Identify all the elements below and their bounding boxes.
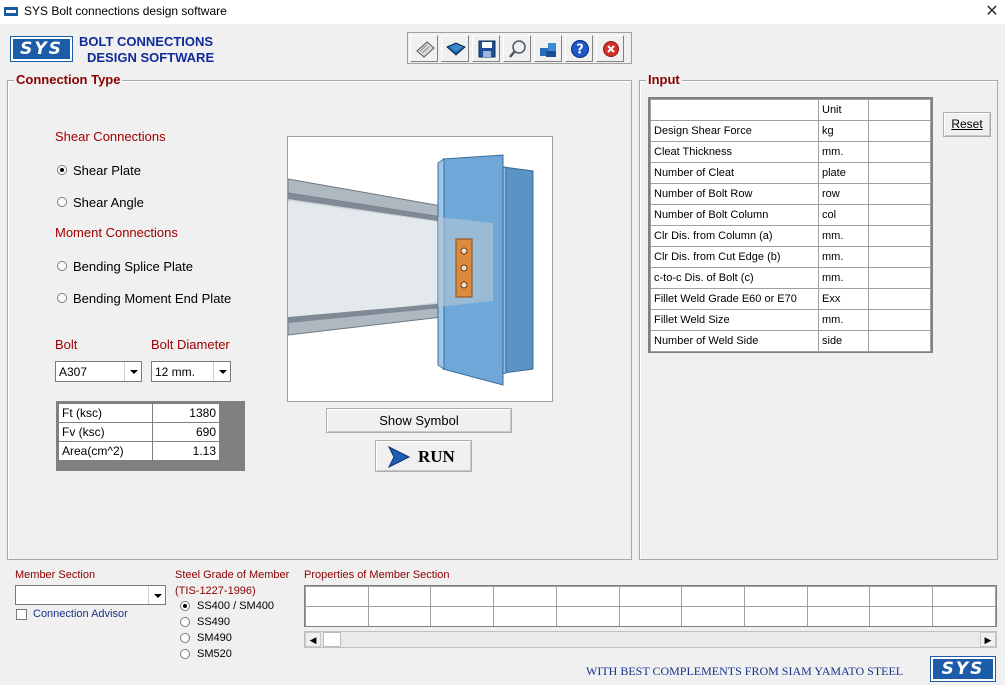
table-row [651,163,931,184]
input-param-unit: kg [819,121,869,142]
bolt-prop-value: 1380 [153,404,220,423]
toolbar [407,32,632,64]
input-param-unit: mm. [819,142,869,163]
grade-ss400-label[interactable]: SS400 / SM400 [197,600,275,612]
table-header-row [651,100,931,121]
scroll-right-icon[interactable]: ▶ [980,632,996,647]
input-param-unit: plate [819,163,869,184]
save-button[interactable] [472,35,500,62]
table-row [651,226,931,247]
input-param-unit: row [819,184,869,205]
grid-cell[interactable] [933,587,996,607]
help-icon [569,39,591,59]
table-row [306,587,996,607]
chevron-down-icon[interactable] [148,586,165,604]
input-param-name: Clr Dis. from Cut Edge (b) [651,247,819,268]
save-disk-icon [476,39,498,59]
horizontal-scrollbar[interactable] [304,631,997,648]
grade-ss490-label[interactable]: SS490 [197,616,231,628]
grade-ss400-radio[interactable] [180,601,190,611]
grade-sm490-label[interactable]: SM490 [197,632,232,644]
grid-cell[interactable] [556,607,619,627]
input-param-unit: col [819,205,869,226]
table-row [651,310,931,331]
shear-connections-heading: Shear Connections [55,129,166,144]
table-row [651,268,931,289]
exit-button[interactable] [596,35,624,62]
scroll-thumb[interactable] [323,632,341,647]
input-param-name: Number of Cleat [651,163,819,184]
input-table-frame [648,97,933,353]
grade-ss490-radio[interactable] [180,617,190,627]
table-row [59,442,220,461]
grid-cell[interactable] [682,587,745,607]
grid-cell[interactable] [368,607,431,627]
grid-cell[interactable] [306,607,369,627]
footer-sys-logo: SYS [931,657,995,681]
shear-plate-connection-illustration [288,137,552,401]
moment-connections-heading: Moment Connections [55,225,178,240]
grid-cell[interactable] [619,587,682,607]
search-button[interactable] [503,35,531,62]
input-param-name: c-to-c Dis. of Bolt (c) [651,268,819,289]
input-value-cell[interactable] [869,121,931,142]
connection-advisor-label[interactable]: Connection Advisor [33,608,128,620]
input-param-name: Fillet Weld Size [651,310,819,331]
grid-cell[interactable] [933,607,996,627]
input-param-unit: mm. [819,226,869,247]
bolt-grade-select[interactable] [55,361,142,382]
chevron-down-icon[interactable] [213,362,230,381]
input-param-name: Number of Bolt Column [651,205,819,226]
exit-icon [600,39,622,59]
shear-angle-label[interactable]: Shear Angle [73,195,144,210]
bending-moment-end-plate-radio[interactable] [57,293,67,303]
model-button[interactable] [534,35,562,62]
run-button[interactable] [375,440,472,472]
input-value-cell[interactable] [869,268,931,289]
input-param-unit: mm. [819,268,869,289]
table-row [651,247,931,268]
app-title-line2: DESIGN SOFTWARE [87,50,215,65]
grid-cell[interactable] [556,587,619,607]
bolt-prop-name: Fv (ksc) [59,423,153,442]
input-value-cell[interactable] [869,310,931,331]
bolt-prop-value: 1.13 [153,442,220,461]
bolt-properties-table [56,401,245,471]
app-title-line1: BOLT CONNECTIONS [79,34,214,49]
bolt-diameter-select[interactable] [151,361,231,382]
bolt-prop-name: Area(cm^2) [59,442,153,461]
input-value-cell[interactable] [869,205,931,226]
bending-moment-end-plate-label[interactable]: Bending Moment End Plate [73,291,232,306]
grid-cell[interactable] [870,607,933,627]
grid-cell[interactable] [306,587,369,607]
input-value-cell[interactable] [869,142,931,163]
grade-sm520-label[interactable]: SM520 [197,648,232,660]
steel-grade-standard: (TIS-1227-1996) [175,585,256,597]
table-row [651,205,931,226]
new-button[interactable] [410,35,438,62]
input-param-name: Number of Weld Side [651,331,819,352]
member-properties-grid[interactable] [304,585,997,627]
reset-label: Reset [951,117,983,131]
grid-cell[interactable] [682,607,745,627]
chevron-down-icon[interactable] [124,362,141,381]
input-param-unit: mm. [819,247,869,268]
bolt-diameter-value: 12 mm. [155,365,196,379]
grid-cell[interactable] [494,607,557,627]
bolt-diameter-label: Bolt Diameter [151,337,230,352]
table-row [651,142,931,163]
input-title: Input [648,72,680,87]
member-section-label: Member Section [15,569,96,581]
grid-cell[interactable] [431,587,494,607]
table-row [651,331,931,352]
window-title: SYS Bolt connections design software [24,4,227,18]
show-symbol-button[interactable]: Show Symbol [326,408,512,433]
connection-advisor-checkbox[interactable] [16,609,27,620]
reset-button[interactable] [943,112,991,137]
table-row [651,121,931,142]
unit-header: Unit [819,100,869,121]
bending-splice-plate-label[interactable]: Bending Splice Plate [73,259,193,274]
input-param-name: Number of Bolt Row [651,184,819,205]
input-param-unit: mm. [819,310,869,331]
play-arrow-icon [387,446,411,468]
shear-angle-radio[interactable] [57,197,67,207]
svg-text:?: ? [576,42,584,58]
scroll-left-icon[interactable]: ◀ [305,632,321,647]
input-param-name: Clr Dis. from Column (a) [651,226,819,247]
open-book-icon [445,39,467,59]
title-bar [0,0,1005,24]
structure-model-icon [538,39,560,59]
input-param-unit: side [819,331,869,352]
header-cell [651,100,819,121]
input-value-cell[interactable] [869,331,931,352]
table-row [306,607,996,627]
sys-logo: SYS [11,37,72,61]
table-row [59,423,220,442]
member-section-select[interactable] [15,585,166,605]
shear-plate-radio[interactable] [57,165,67,175]
bolt-label: Bolt [55,337,78,352]
table-row [651,289,931,310]
input-value-cell[interactable] [869,247,931,268]
table-row [59,404,220,423]
grid-cell[interactable] [807,587,870,607]
new-document-icon [414,39,436,59]
input-value-cell[interactable] [869,163,931,184]
input-value-cell[interactable] [869,289,931,310]
grid-cell[interactable] [431,607,494,627]
grid-cell[interactable] [494,587,557,607]
grade-sm520-radio[interactable] [180,649,190,659]
connection-preview-image [287,136,553,402]
bolt-prop-name: Ft (ksc) [59,404,153,423]
input-param-name: Design Shear Force [651,121,819,142]
input-value-cell[interactable] [869,184,931,205]
bolt-grade-value: A307 [59,365,88,379]
close-button[interactable]: ✕ [985,3,999,20]
grid-cell[interactable] [368,587,431,607]
grid-cell[interactable] [807,607,870,627]
input-param-name: Fillet Weld Grade E60 or E70 [651,289,819,310]
run-label: RUN [418,447,455,466]
header-cell [869,100,931,121]
open-button[interactable] [441,35,469,62]
properties-label: Properties of Member Section [304,569,450,581]
input-value-cell[interactable] [869,226,931,247]
bolt-prop-value: 690 [153,423,220,442]
search-magnifier-icon [507,39,529,59]
input-table [650,99,931,352]
grid-cell[interactable] [870,587,933,607]
app-icon [4,7,18,16]
input-param-unit: Exx [819,289,869,310]
steel-grade-label: Steel Grade of Member [175,569,290,581]
bending-splice-plate-radio[interactable] [57,261,67,271]
connection-type-title: Connection Type [16,72,121,87]
footer-credit: WITH BEST COMPLEMENTS FROM SIAM YAMATO STEEL [586,664,904,678]
grid-cell[interactable] [745,607,808,627]
grid-cell[interactable] [745,587,808,607]
help-button[interactable] [565,35,593,62]
table-row [651,184,931,205]
input-param-name: Cleat Thickness [651,142,819,163]
grid-cell[interactable] [619,607,682,627]
grade-sm490-radio[interactable] [180,633,190,643]
shear-plate-label[interactable]: Shear Plate [73,163,141,178]
